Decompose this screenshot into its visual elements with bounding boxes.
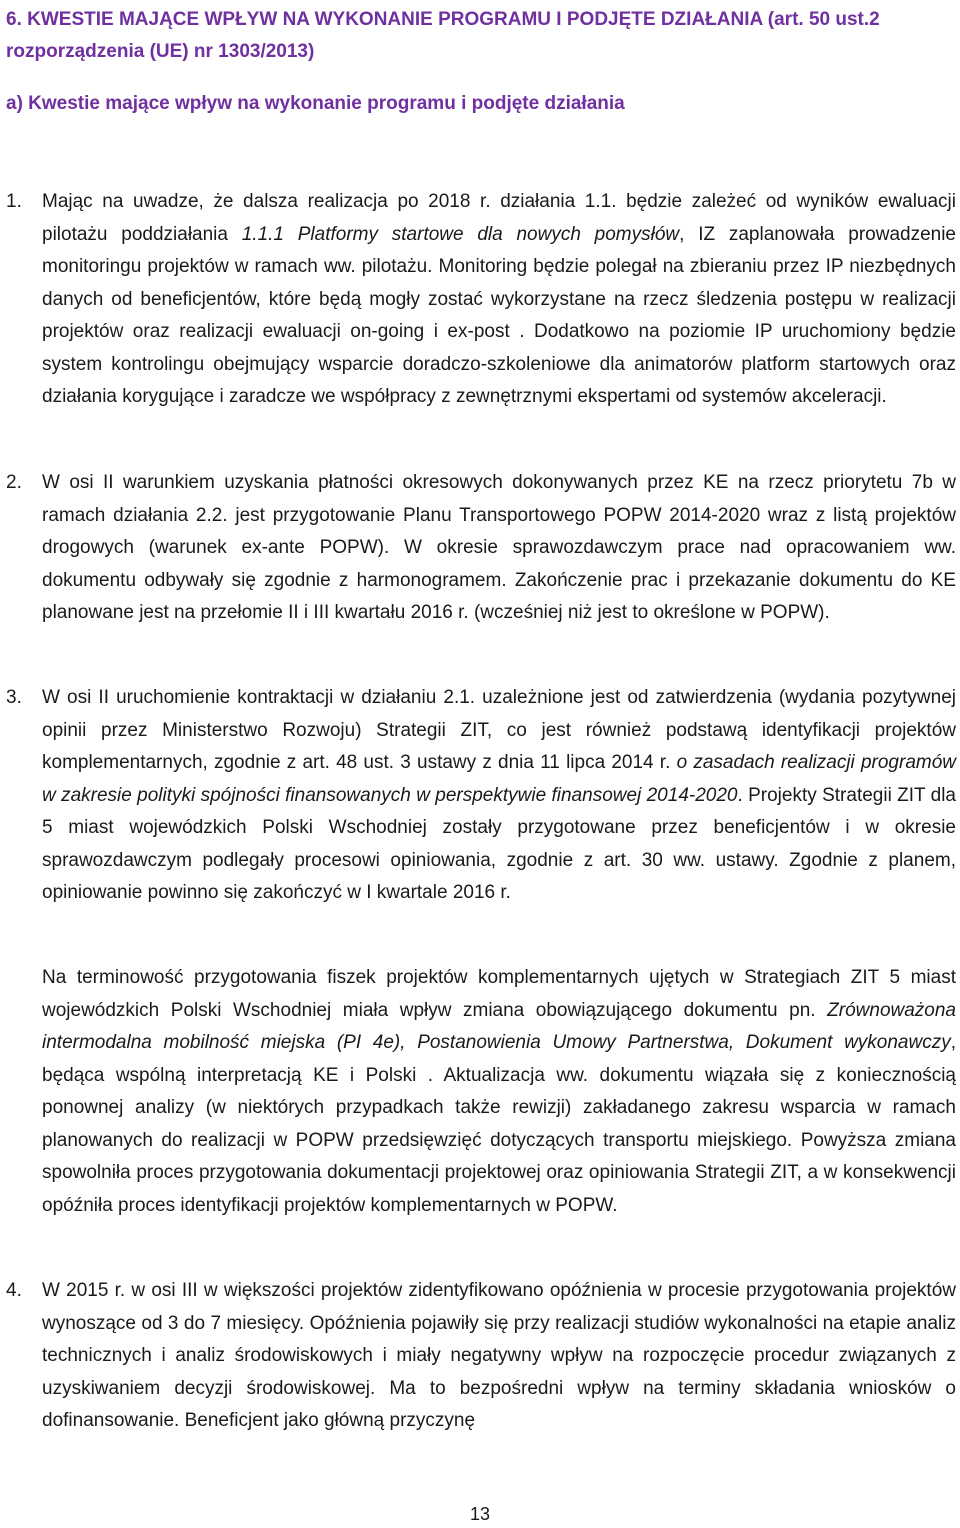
- list-number: 2.: [6, 472, 22, 493]
- list-number: 1.: [6, 191, 22, 212]
- list-item-text: Mając na uwadze, że dalsza realizacja po 2018 r. działania 1.1. będzie zależeć od wyników ewaluacji pilotażu poddziałania 1.1.1 Platformy startowe dla nowych pomysłów, IZ zaplanowała prowadzenie monitoringu projektów w ramach ww. pilotażu. Monitoring będzie polegał na zbieraniu przez IP niezbędnych danych od beneficjentów, które będą mogły zostać wykorzystane na rzecz śledzenia postępu w realizacji projektów oraz realizacji ewaluacji on-going i ex-post . Dodatkowo na poziomie IP uruchomiony będzie system kontrolingu obejmujący wsparcie doradczo-szkoleniowe dla animatorów platform startowych oraz działania korygujące i zaradcze we współpracy z zewnętrznymi ekspertami od systemów akceleracji.: [42, 191, 957, 407]
- list-number: 3.: [6, 687, 22, 708]
- list-item-3: [6, 682, 956, 910]
- list-item-4: [6, 1275, 956, 1438]
- list-item-text: W 2015 r. w osi III w większości projektów zidentyfikowano opóźnienia w procesie przygotowania projektów wynoszące od 3 do 7 miesięcy. Opóźnienia pojawiły się przy realizacji studiów wykonalności na etapie analiz technicznych i analiz środowiskowych i miały negatywny wpływ na rozpoczęcie procedur związanych z uzyskiwaniem decyzji środowiskowej. Ma to bezpośredni wpływ na terminy składania wniosków o dofinansowanie. Beneficjent jako główną przyczynę: [42, 1280, 956, 1431]
- list-item-1: [6, 186, 956, 414]
- list-number: 4.: [6, 1280, 22, 1301]
- subsection-heading: a) Kwestie mające wpływ na wykonanie programu i podjęte działania: [6, 93, 625, 114]
- section-heading: 6. KWESTIE MAJĄCE WPŁYW NA WYKONANIE PROGRAMU I PODJĘTE DZIAŁANIA (art. 50 ust.2 rozporządzenia (UE) nr 1303/2013): [6, 9, 880, 62]
- list-item-2: [6, 467, 956, 630]
- list-item-text: W osi II warunkiem uzyskania płatności okresowych dokonywanych przez KE na rzecz priorytetu 7b w ramach działania 2.2. jest przygotowanie Planu Transportowego POPW 2014-2020 wraz z listą projektów drogowych (warunek ex-ante POPW). W okresie sprawozdawczym prace nad opracowaniem ww. dokumentu odbywały się zgodnie z harmonogramem. Zakończenie prac i przekazanie dokumentu do KE planowane jest na przełomie II i III kwartału 2016 r. (wcześniej niż jest to określone w POPW).: [42, 472, 956, 623]
- list-item-3-paragraph-2: Na terminowość przygotowania fiszek projektów komplementarnych ujętych w Strategiach ZIT 5 miast wojewódzkich Polski Wschodniej miała wpływ zmiana obowiązującego dokumentu pn. Zrównoważona intermodalna mobilność miejska (PI 4e), Postanowienia Umowy Partnerstwa, Dokument wykonawczy, będąca wspólną interpretacją KE i Polski . Aktualizacja ww. dokumentu wiązała się z koniecznością ponownej analizy (w niektórych przypadkach także rewizji) zakładanego zakresu wsparcia w ramach planowanych do realizacji w POPW przedsięwzięć dotyczących transportu miejskiego. Powyższa zmiana spowolniła proces przygotowania dokumentacji projektowej oraz opiniowania Strategii ZIT, a w konsekwencji opóźniła proces identyfikacji projektów komplementarnych w POPW.: [42, 967, 956, 1216]
- page-number: 13: [469, 1504, 491, 1524]
- list-item-text: W osi II uruchomienie kontraktacji w działaniu 2.1. uzależnione jest od zatwierdzenia (wydania pozytywnej opinii przez Ministerstwo Rozwoju) Strategii ZIT, co jest również podstawą identyfikacji projektów komplementarnych, zgodnie z art. 48 ust. 3 ustawy z dnia 11 lipca 2014 r. o zasadach realizacji programów w zakresie polityki spójności finansowanych w perspektywie finansowej 2014-2020. Projekty Strategii ZIT dla 5 miast wojewódzkich Polski Wschodniej zostały przygotowane przez beneficjentów i w okresie sprawozdawczym podlegały procesowi opiniowania, zgodnie z art. 30 ww. ustawy. Zgodnie z planem, opiniowanie powinno się zakończyć w I kwartale 2016 r.: [42, 687, 957, 903]
